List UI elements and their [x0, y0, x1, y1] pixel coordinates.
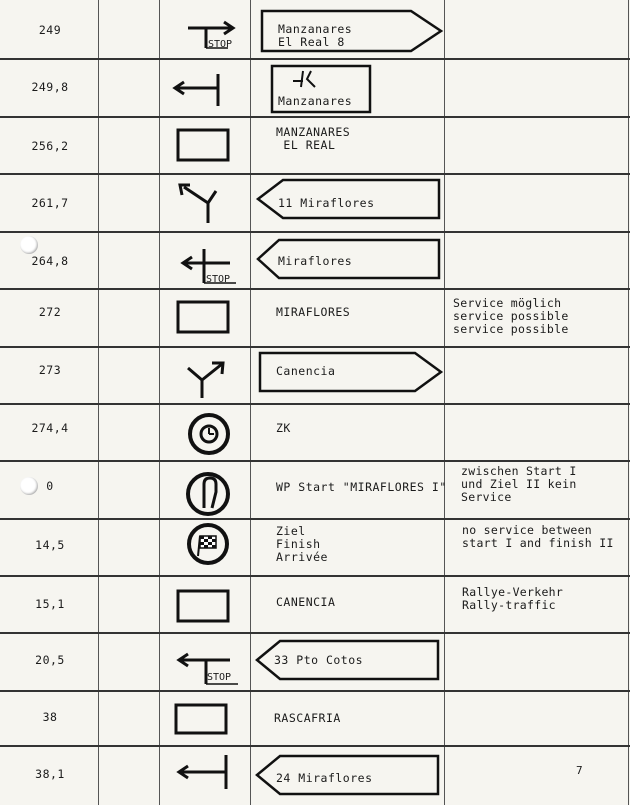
turn-left-icon [160, 747, 250, 805]
town-name: CANENCIA [276, 595, 336, 609]
service-note: zwischen Start I und Ziel II kein Service [461, 464, 577, 504]
stage-finish-icon [160, 520, 250, 577]
roadbook-row [0, 577, 630, 634]
sign-label: 33 Pto Cotos [274, 653, 364, 667]
town-name: MIRAFLORES [276, 305, 351, 319]
roadbook-row [0, 175, 630, 233]
town-name: MANZANARES EL REAL [276, 125, 351, 152]
turn-left-stop-icon [160, 634, 250, 692]
fork-left-icon [160, 175, 250, 233]
roadbook-row [0, 290, 630, 348]
distance-km: 38 [42, 710, 58, 724]
traffic-note: Rallye-Verkehr Rally-traffic [462, 585, 564, 612]
stage-start-icon [160, 462, 250, 520]
service-note: Service möglich service possible service possible [453, 296, 569, 336]
distance-km: 15,1 [35, 597, 65, 611]
turn-left-icon [160, 60, 250, 118]
stop-label: STOP [208, 39, 233, 50]
town-box-icon [160, 290, 250, 348]
roadbook-row [0, 233, 630, 290]
page-number: 7 [576, 764, 583, 777]
roadbook-row [0, 462, 630, 520]
roadbook-row [0, 118, 630, 175]
distance-km: 0 [46, 479, 54, 493]
town-box-icon [160, 692, 250, 747]
turn-left-stop-icon [160, 233, 250, 290]
distance-km: 273 [38, 363, 62, 377]
distance-km: 274,4 [31, 421, 69, 435]
turn-right-stop-icon [160, 0, 250, 60]
finish-label: Ziel Finish Arrivée [276, 524, 328, 564]
roadbook-row [0, 0, 630, 60]
time-control-icon [160, 405, 250, 462]
stop-label: STOP [206, 274, 231, 285]
distance-km: 38,1 [35, 767, 65, 781]
town-box-icon [160, 118, 250, 175]
sign-label: Manzanares El Real 8 [278, 22, 353, 49]
stage-start-label: WP Start "MIRAFLORES I" [276, 480, 447, 494]
stop-label: STOP [207, 672, 232, 683]
distance-km: 261,7 [31, 196, 69, 210]
roadbook-row [0, 60, 630, 118]
distance-km: 256,2 [31, 139, 69, 153]
service-note: no service between start I and finish II [462, 523, 614, 550]
roadbook-row [0, 747, 630, 805]
control-label: ZK [276, 421, 291, 435]
distance-km: 249,8 [31, 80, 69, 94]
distance-km: 264,8 [31, 254, 69, 268]
town-box-icon [160, 577, 250, 634]
roadbook-row [0, 692, 630, 747]
sign-label: Miraflores [278, 254, 353, 268]
sign-label: Manzanares [278, 94, 353, 108]
sign-label: 24 Miraflores [276, 771, 373, 785]
distance-km: 20,5 [35, 653, 65, 667]
distance-km: 249 [38, 23, 62, 37]
sign-label: Canencia [276, 364, 336, 378]
roadbook-row [0, 634, 630, 692]
distance-km: 272 [38, 305, 62, 319]
town-name: RASCAFRIA [274, 711, 341, 725]
roadbook-row [0, 520, 630, 577]
sign-label: 11 Miraflores [278, 196, 375, 210]
fork-right-icon [160, 348, 250, 405]
roadbook-row [0, 405, 630, 462]
punch-hole [20, 236, 38, 254]
roadbook-row [0, 348, 630, 405]
distance-km: 14,5 [35, 538, 65, 552]
